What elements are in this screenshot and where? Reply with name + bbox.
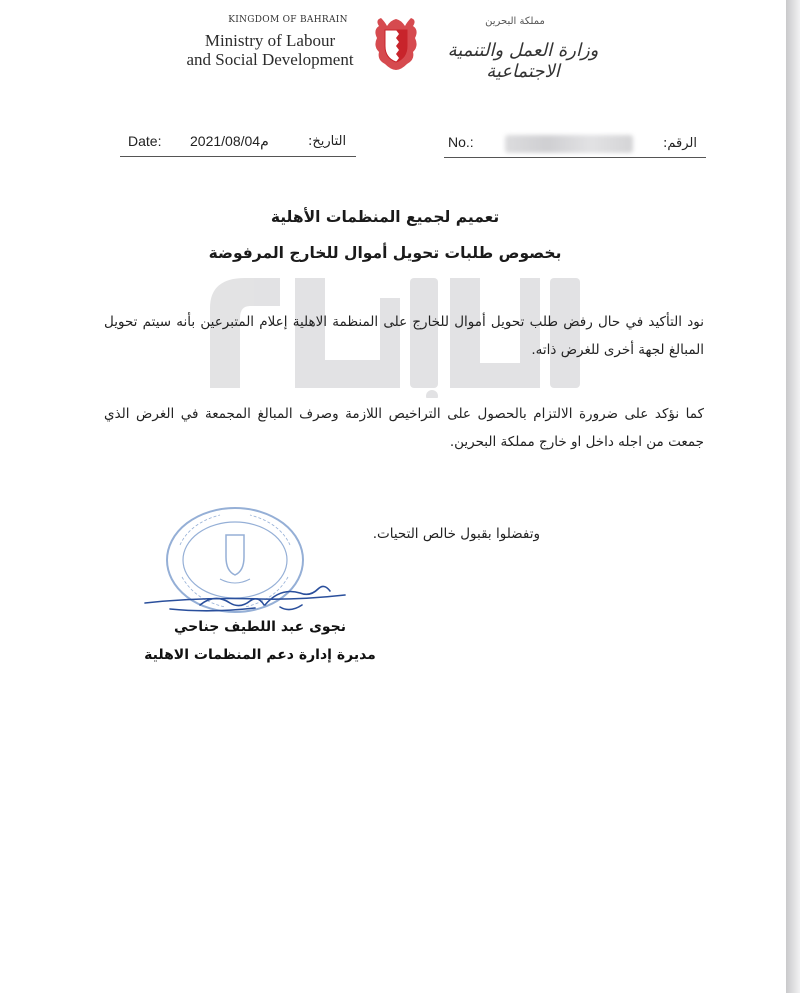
bahrain-emblem-icon [371,16,421,72]
date-underline [120,156,356,157]
date-value: 2021/08/04م [190,133,269,149]
ministry-name-en-line2: and Social Development [186,50,354,69]
subject-line-2: بخصوص طلبات تحويل أموال للخارج المرفوضة [208,244,562,262]
signatory-name: نجوى عبد اللطيف جناحي [173,619,347,635]
date-label-en: Date: [128,133,162,149]
redacted-number [505,135,633,153]
number-underline [444,157,706,158]
closing-salutation: وتفضلوا بقبول خالص التحيات. [372,526,540,542]
ministry-name-en-line1: Ministry of Labour [204,31,336,50]
kingdom-label: KINGDOM OF BAHRAIN [228,15,348,25]
ministry-name-en [170,31,370,69]
number-label-ar: الرقم: [663,136,697,151]
page-edge-shadow [786,0,800,993]
signatory-title: مديرة إدارة دعم المنظمات الاهلية [144,647,376,663]
kingdom-label-ar: مملكة البحرين [485,16,545,27]
subject-line-1: تعميم لجميع المنظمات الأهلية [270,208,500,226]
body-paragraph-2: كما نؤكد على ضرورة الالتزام بالحصول على التراخيص اللازمة وصرف المبالغ المجمعة في الغرض الذي جمعت من اجله داخل او خارج مملكة البحرين. [104,406,704,450]
ministry-name-ar: وزارة العمل والتنمية الاجتماعية [447,40,599,82]
body-paragraph-1: نود التأكيد في حال رفض طلب تحويل أموال للخارج على المنظمة الاهلية إعلام المتبرعين بأنه سيتم تحويل المبالغ لجهة أخرى للغرض ذاته. [104,314,704,358]
date-label-ar: التاريخ: [308,134,347,149]
number-label-en: No.: [448,134,474,150]
